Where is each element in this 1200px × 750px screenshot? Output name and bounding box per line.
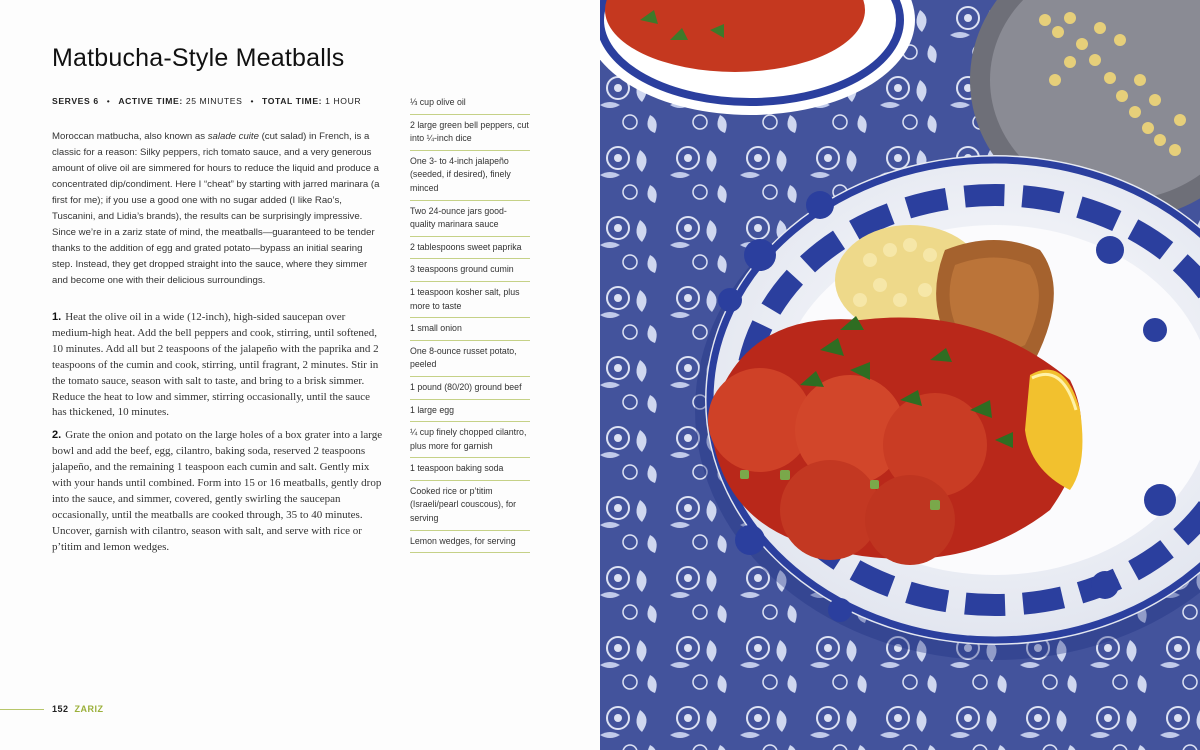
ingredient-item: Two 24-ounce jars good-quality marinara sauce xyxy=(410,201,530,237)
recipe-meta xyxy=(52,96,361,106)
step xyxy=(52,428,384,555)
meta-separator: • xyxy=(106,96,111,106)
ingredient-item: 1 small onion xyxy=(410,318,530,341)
page-footer xyxy=(52,704,104,714)
ingredient-item: 1 teaspoon kosher salt, plus more to taste xyxy=(410,282,530,318)
ingredient-item: Cooked rice or p’titim (Israeli/pearl couscous), for serving xyxy=(410,481,530,531)
intro-italic: salade cuite xyxy=(207,131,259,142)
ingredient-item: Lemon wedges, for serving xyxy=(410,531,530,554)
recipe-steps xyxy=(52,310,384,563)
step xyxy=(52,310,384,421)
running-head: ZARIZ xyxy=(74,704,104,714)
ingredient-item: 2 large green bell peppers, cut into ¼-inch dice xyxy=(410,115,530,151)
ingredient-item: ¼ cup finely chopped cilantro, plus more for garnish xyxy=(410,422,530,458)
ingredient-item: One 8-ounce russet potato, peeled xyxy=(410,341,530,377)
ingredient-item: 3 teaspoons ground cumin xyxy=(410,259,530,282)
meta-separator: • xyxy=(250,96,255,106)
page-number: 152 xyxy=(52,704,69,714)
step-number: 2. xyxy=(52,429,62,442)
footer-rule xyxy=(0,709,44,710)
meatballs-plate-illustration xyxy=(600,0,1200,750)
food-photo xyxy=(600,0,1200,750)
total-time-value: 1 HOUR xyxy=(325,96,362,106)
active-time-value: 25 MINUTES xyxy=(185,96,243,106)
serves-label: SERVES xyxy=(52,96,91,106)
ingredient-item: 1 pound (80/20) ground beef xyxy=(410,377,530,400)
ingredient-item: 1 large egg xyxy=(410,400,530,423)
step-text: Grate the onion and potato on the large holes of a box grater into a large bowl and add the beef, egg, cilantro, baking soda, reserved 2 teaspoons jalapeño, and the remaining 1 teaspoon each cumin and salt. Gently mix with your hands until combined. Form into 15 or 16 meatballs, gently drop into the sauce, and simmer, covered, gently swirling the saucepan occasionally, until the meatballs are cooked through, 35 to 40 minutes. Uncover, garnish with cilantro, season with salt, and serve with rice or p’titim and lemon wedges. xyxy=(52,429,383,553)
serves-value: 6 xyxy=(93,96,99,106)
intro-text: (cut salad) in French, is a classic for a reason: Silky peppers, rich tomato sauce, and a very generous amount of olive oil are simmered for hours to reduce the liquid and produce a concentrated dip/condiment. Here I “cheat” by starting with jarred marinara (a first for me); if you use a good one with no sugar added (I like Rao’s, Tuscanini, and Lidia’s brands), the results can be surprisingly impressive. Since we’re in a zariz state of mind, the meatballs—guaranteed to be tender thanks to the addition of egg and grated potato—bypass an initial searing step. Instead, they get dropped straight into the sauce, where they simmer and become one with their delicious surroundings. xyxy=(52,131,380,286)
ingredient-item: 1 teaspoon baking soda xyxy=(410,458,530,481)
total-time-label: TOTAL TIME: xyxy=(262,96,323,106)
intro-text: Moroccan matbucha, also known as xyxy=(52,131,208,142)
recipe-title: Matbucha-Style Meatballs xyxy=(52,44,345,72)
step-text: Heat the olive oil in a wide (12-inch), high-sided saucepan over medium-high heat. Add the bell peppers and cook, stirring, until softened, 10 minutes. Add all but 2 teaspoons of the jalapeño with the paprika and 2 teaspoons of the cumin and cook, stirring, until fragrant, 2 minutes. Stir in the tomato sauce, season with salt to taste, and bring to a brisk simmer. Reduce the heat to low and simmer, stirring occasionally, until the sauce has thickened, 10 minutes. xyxy=(52,311,379,419)
recipe-intro xyxy=(52,129,384,289)
ingredient-item: 2 tablespoons sweet paprika xyxy=(410,237,530,260)
ingredient-item: One 3- to 4-inch jalapeño (seeded, if desired), finely minced xyxy=(410,151,530,201)
ingredient-item: ⅓ cup olive oil xyxy=(410,92,530,115)
step-number: 1. xyxy=(52,311,62,323)
active-time-label: ACTIVE TIME: xyxy=(118,96,183,106)
ingredient-list xyxy=(410,92,530,553)
